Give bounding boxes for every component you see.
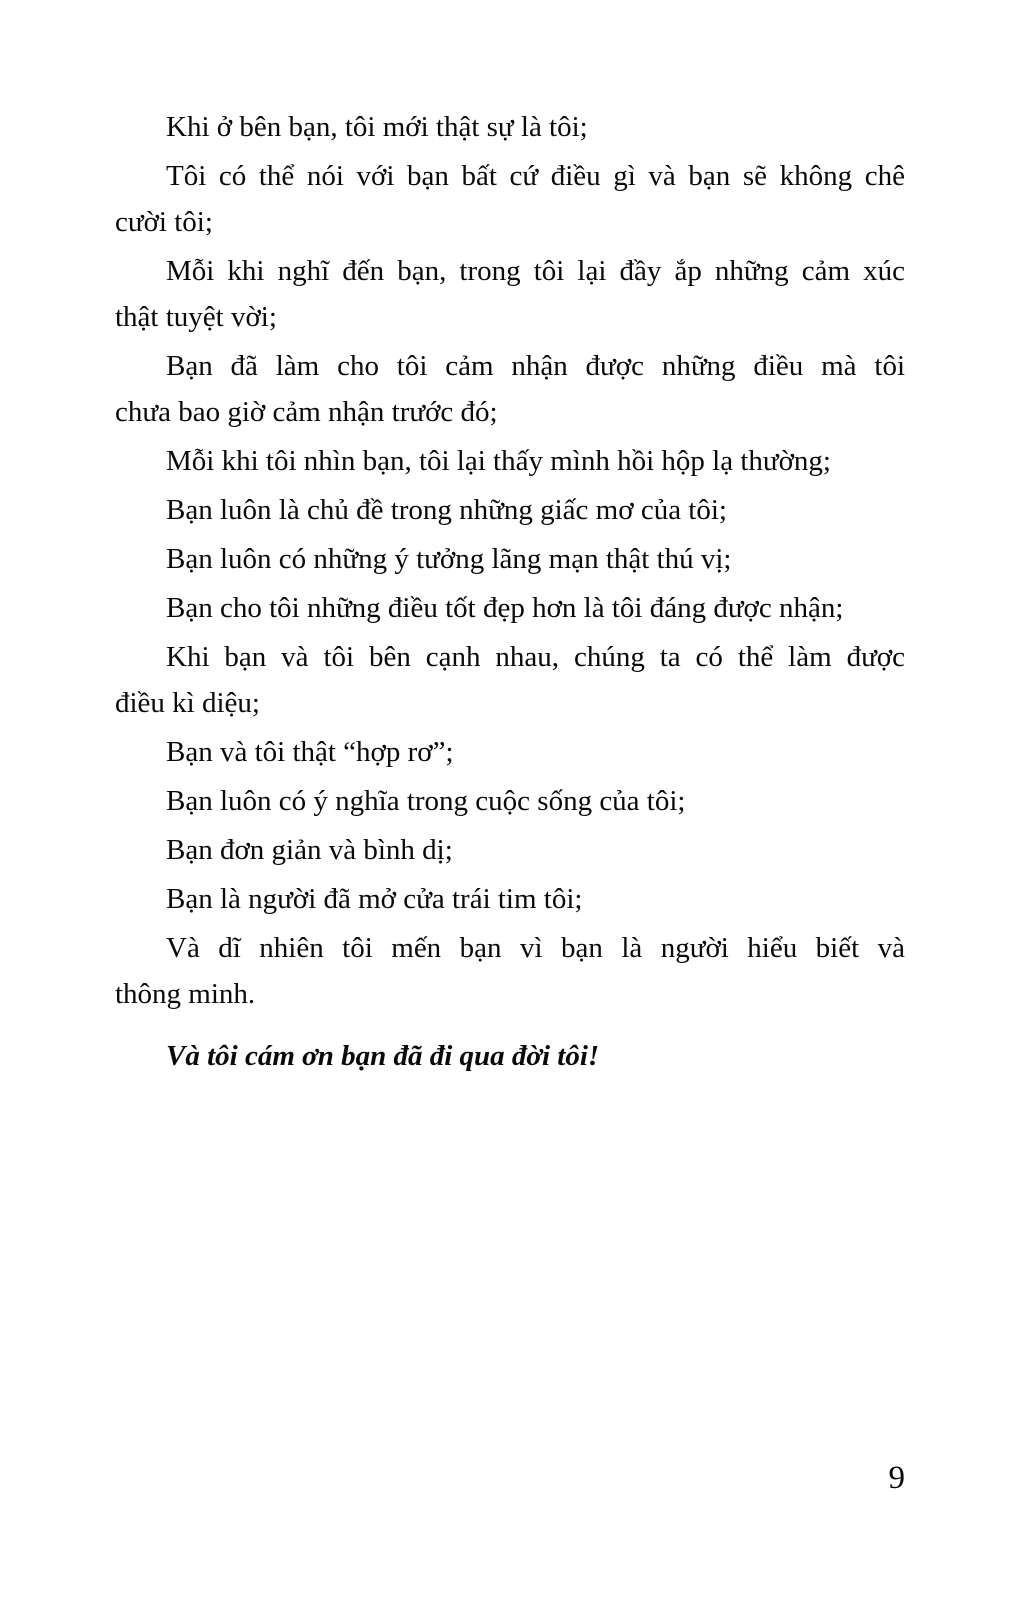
body-paragraph [115,876,905,922]
body-paragraph [115,343,905,435]
body-paragraph [115,778,905,824]
text-line: Bạn là người đã mở cửa trái tim tôi; [166,883,583,915]
text-body [115,104,905,1082]
text-line: Bạn luôn là chủ đề trong những giấc mơ của tôi; [166,494,727,526]
text-line: thật tuyệt vời; [115,301,277,333]
body-paragraph [115,438,905,484]
text-line: Khi ở bên bạn, tôi mới thật sự là tôi; [166,111,588,143]
text-line: Bạn cho tôi những điều tốt đẹp hơn là tôi đáng được nhận; [166,592,844,624]
body-paragraph [115,925,905,1017]
text-line: Bạn luôn có ý nghĩa trong cuộc sống của tôi; [166,785,686,817]
page-number: 9 [888,1460,905,1496]
closing-paragraph [115,1033,905,1079]
text-line: Mỗi khi tôi nhìn bạn, tôi lại thấy mình hồi hộp lạ thường; [166,445,831,477]
body-paragraph [115,248,905,340]
body-paragraph [115,104,905,150]
text-line: Bạn đơn giản và bình dị; [166,834,453,866]
body-paragraph [115,153,905,245]
text-line: cười tôi; [115,206,213,238]
text-line: Mỗi khi nghĩ đến bạn, trong tôi lại đầy ắp những cảm xúc [166,255,905,287]
text-line: điều kì diệu; [115,687,260,719]
body-paragraph [115,536,905,582]
text-line: chưa bao giờ cảm nhận trước đó; [115,396,498,428]
body-paragraph [115,729,905,775]
text-line: Bạn luôn có những ý tưởng lãng mạn thật thú vị; [166,543,732,575]
text-line: Bạn và tôi thật “hợp rơ”; [166,736,454,768]
text-line: Và dĩ nhiên tôi mến bạn vì bạn là người hiểu biết và [166,932,905,964]
text-line: Bạn đã làm cho tôi cảm nhận được những điều mà tôi [166,350,905,382]
body-paragraph [115,585,905,631]
text-line: thông minh. [115,978,256,1010]
text-line: Tôi có thể nói với bạn bất cứ điều gì và bạn sẽ không chê [166,160,905,192]
body-paragraph [115,487,905,533]
body-paragraph [115,827,905,873]
text-line: Và tôi cám ơn bạn đã đi qua đời tôi! [166,1040,600,1072]
text-line: Khi bạn và tôi bên cạnh nhau, chúng ta có thể làm được [166,641,905,673]
body-paragraph [115,634,905,726]
